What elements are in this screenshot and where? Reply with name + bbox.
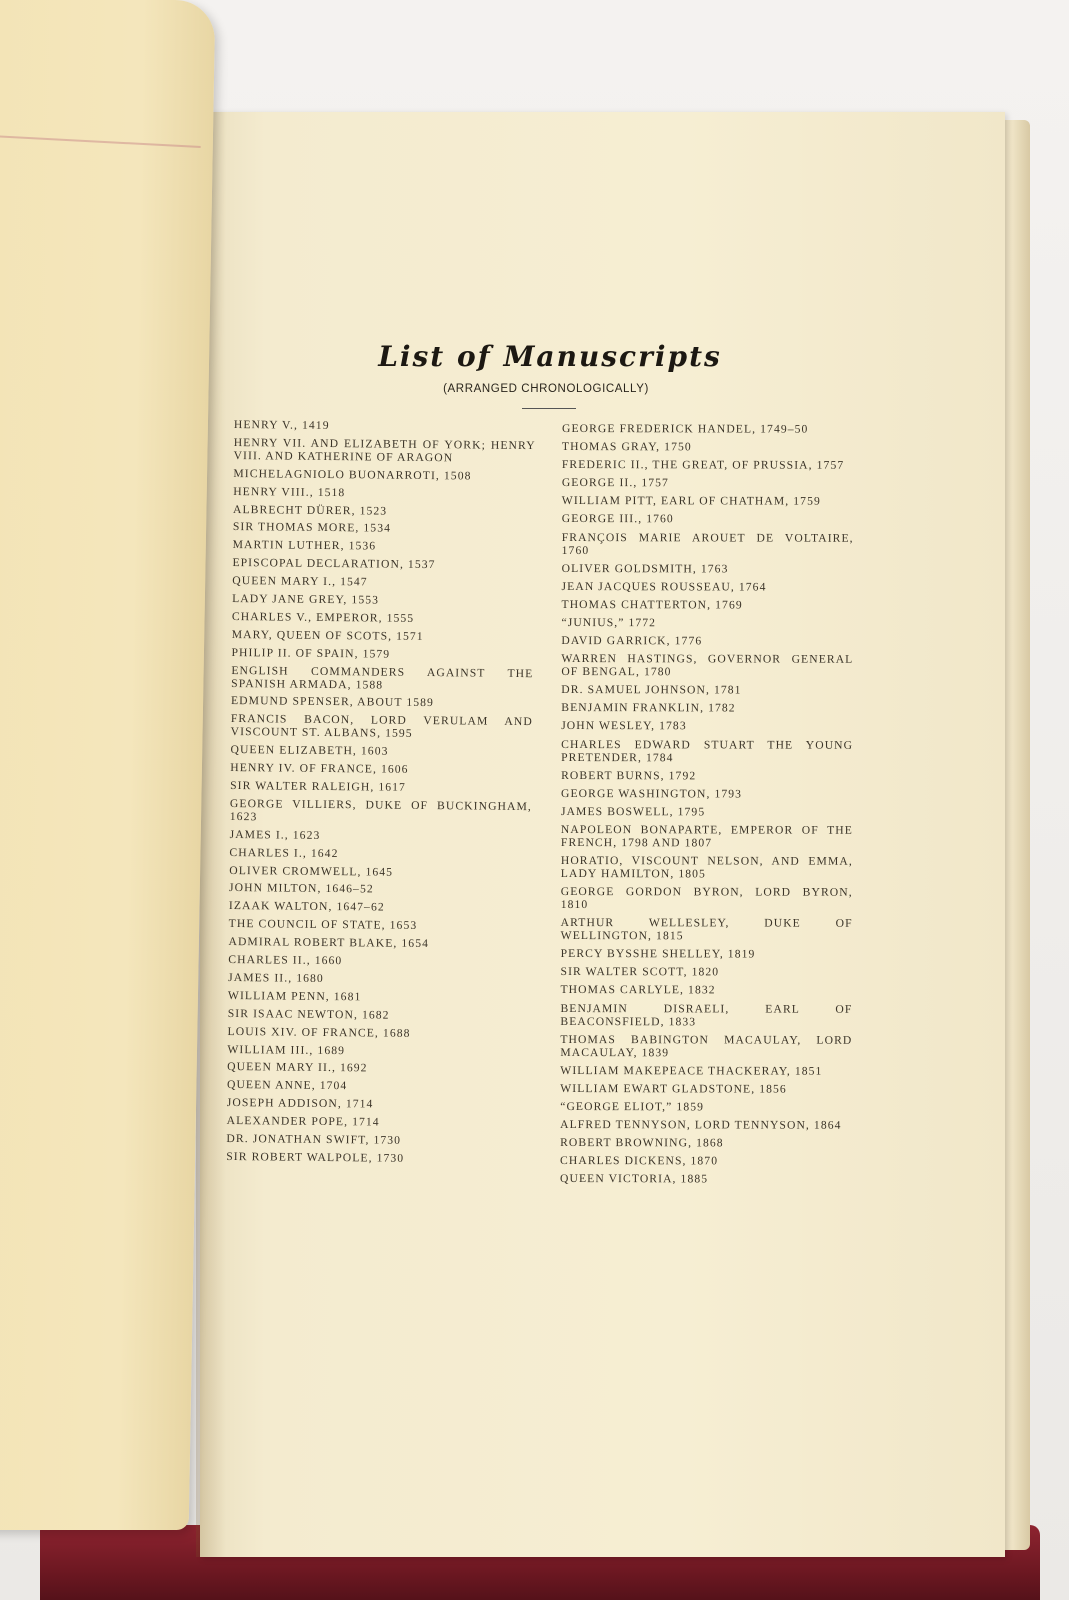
title-rule (522, 408, 576, 409)
manuscript-entry: WARREN HASTINGS, GOVERNOR GENERAL OF BENGAL, 1780 (561, 652, 854, 679)
manuscript-entry: QUEEN ELIZABETH, 1603 (230, 743, 389, 758)
manuscript-entry: NAPOLEON BONAPARTE, EMPEROR OF THE FRENCH, 1798 AND 1807 (560, 822, 853, 850)
manuscript-entry: WILLIAM PITT, EARL OF CHATHAM, 1759 (561, 494, 821, 509)
manuscript-entry: PERCY BYSSHE SHELLEY, 1819 (560, 947, 756, 961)
manuscript-entry: WILLIAM MAKEPEACE THACKERAY, 1851 (560, 1063, 823, 1078)
manuscript-entry: THOMAS CARLYLE, 1832 (560, 983, 716, 997)
manuscript-entry: GEORGE II., 1757 (561, 476, 669, 490)
manuscript-entry: GEORGE WASHINGTON, 1793 (561, 786, 743, 801)
manuscript-entry: JEAN JACQUES ROUSSEAU, 1764 (561, 579, 767, 594)
manuscript-entry: MARY, QUEEN OF SCOTS, 1571 (231, 627, 424, 643)
manuscript-entry: HENRY V., 1419 (233, 418, 330, 433)
manuscript-entry: QUEEN ANNE, 1704 (226, 1078, 348, 1093)
manuscript-entry: MICHELAGNIOLO BUONARROTI, 1508 (233, 466, 472, 483)
manuscript-list-left (226, 418, 536, 1171)
manuscript-entry: EPISCOPAL DECLARATION, 1537 (232, 556, 436, 572)
manuscript-entry: “GEORGE ELIOT,” 1859 (560, 1099, 705, 1114)
manuscript-entry: ENGLISH COMMANDERS AGAINST THE SPANISH ARMADA, 1588 (231, 663, 534, 692)
manuscript-entry: OLIVER CROMWELL, 1645 (229, 863, 394, 879)
manuscript-entry: ALFRED TENNYSON, LORD TENNYSON, 1864 (560, 1117, 842, 1132)
manuscript-entry: GEORGE GORDON BYRON, LORD BYRON, 1810 (560, 885, 853, 912)
manuscript-entry: BENJAMIN DISRAELI, EARL OF BEACONSFIELD, 1833 (560, 1001, 853, 1028)
manuscript-entry: HENRY VII. AND ELIZABETH OF YORK; HENRY VIII. AND KATHERINE OF ARAGON (233, 435, 536, 465)
manuscript-entry: THOMAS GRAY, 1750 (561, 440, 692, 454)
manuscript-entry: JAMES BOSWELL, 1795 (560, 804, 706, 819)
manuscript-entry: GEORGE VILLIERS, DUKE OF BUCKINGHAM, 1623 (229, 796, 533, 824)
manuscript-entry: JOHN MILTON, 1646–52 (229, 881, 374, 896)
manuscript-entry: LADY JANE GREY, 1553 (232, 592, 380, 607)
manuscript-entry: ALBRECHT DÜRER, 1523 (232, 502, 388, 518)
manuscript-entry: OLIVER GOLDSMITH, 1763 (561, 561, 729, 576)
manuscript-entry: LOUIS XIV. OF FRANCE, 1688 (227, 1024, 411, 1040)
manuscript-entry: THOMAS BABINGTON MACAULAY, LORD MACAULAY, 1839 (560, 1032, 853, 1059)
manuscript-entry: WILLIAM EWART GLADSTONE, 1856 (560, 1081, 787, 1096)
manuscript-entry: CHARLES II., 1660 (228, 953, 343, 968)
manuscript-entry: ARTHUR WELLESLEY, DUKE OF WELLINGTON, 1815 (560, 916, 853, 943)
manuscript-entry: HORATIO, VISCOUNT NELSON, AND EMMA, LADY HAMILTON, 1805 (560, 853, 853, 881)
manuscript-entry: DAVID GARRICK, 1776 (561, 634, 703, 648)
manuscript-entry: QUEEN MARY I., 1547 (232, 574, 368, 589)
manuscript-entry: SIR THOMAS MORE, 1534 (232, 520, 392, 536)
manuscript-entry: JOSEPH ADDISON, 1714 (226, 1096, 374, 1111)
manuscript-entry: QUEEN MARY II., 1692 (227, 1060, 368, 1075)
manuscript-entry: HENRY VIII., 1518 (233, 484, 346, 499)
manuscript-list-right (560, 422, 854, 1191)
manuscript-entry: CHARLES I., 1642 (229, 845, 339, 860)
manuscript-entry: SIR ISAAC NEWTON, 1682 (227, 1006, 390, 1022)
manuscript-entry: EDMUND SPENSER, ABOUT 1589 (230, 694, 435, 710)
manuscript-entry: DR. JONATHAN SWIFT, 1730 (226, 1131, 402, 1147)
manuscript-entry: WILLIAM III., 1689 (227, 1042, 346, 1057)
manuscript-entry: JAMES I., 1623 (229, 827, 321, 842)
manuscript-entry: DR. SAMUEL JOHNSON, 1781 (561, 683, 742, 697)
manuscript-entry: MARTIN LUTHER, 1536 (232, 538, 377, 553)
manuscript-entry: GEORGE III., 1760 (561, 512, 674, 526)
manuscript-entry: CHARLES EDWARD STUART THE YOUNG PRETENDER, 1784 (561, 737, 854, 764)
manuscript-entry: JOHN WESLEY, 1783 (561, 719, 687, 733)
page-title: List of Manuscripts (378, 340, 722, 373)
manuscript-entry: WILLIAM PENN, 1681 (227, 988, 362, 1004)
manuscript-entry: FRANÇOIS MARIE AROUET DE VOLTAIRE, 1760 (561, 530, 854, 557)
manuscript-entry: THOMAS CHATTERTON, 1769 (561, 597, 743, 612)
manuscript-entry: FREDERIC II., THE GREAT, OF PRUSSIA, 1757 (561, 458, 845, 472)
manuscript-entry: ROBERT BURNS, 1792 (561, 768, 697, 782)
manuscript-entry: ROBERT BROWNING, 1868 (560, 1136, 724, 1150)
manuscript-entry: SIR ROBERT WALPOLE, 1730 (226, 1149, 405, 1165)
turned-page (0, 0, 215, 1530)
manuscript-entry: ALEXANDER POPE, 1714 (226, 1114, 380, 1129)
manuscript-entry: GEORGE FREDERICK HANDEL, 1749–50 (561, 422, 809, 436)
page-mark (0, 134, 201, 148)
manuscript-entry: “JUNIUS,” 1772 (561, 615, 657, 630)
manuscript-entry: IZAAK WALTON, 1647–62 (228, 899, 385, 914)
manuscript-entry: JAMES II., 1680 (228, 970, 324, 985)
page-subtitle: (ARRANGED CHRONOLOGICALLY) (443, 383, 649, 395)
manuscript-entry: FRANCIS BACON, LORD VERULAM AND VISCOUNT ST. ALBANS, 1595 (230, 712, 533, 741)
manuscript-entry: ADMIRAL ROBERT BLAKE, 1654 (228, 935, 430, 951)
manuscript-entry: HENRY IV. OF FRANCE, 1606 (230, 761, 409, 776)
manuscript-entry: QUEEN VICTORIA, 1885 (560, 1172, 709, 1186)
manuscript-entry: CHARLES DICKENS, 1870 (560, 1154, 719, 1168)
manuscript-entry: THE COUNCIL OF STATE, 1653 (228, 917, 418, 933)
manuscript-entry: CHARLES V., EMPEROR, 1555 (231, 609, 415, 625)
manuscript-entry: SIR WALTER SCOTT, 1820 (560, 965, 720, 979)
manuscript-entry: BENJAMIN FRANKLIN, 1782 (561, 701, 736, 715)
manuscript-entry: PHILIP II. OF SPAIN, 1579 (231, 645, 391, 661)
manuscript-entry: SIR WALTER RALEIGH, 1617 (230, 779, 407, 794)
